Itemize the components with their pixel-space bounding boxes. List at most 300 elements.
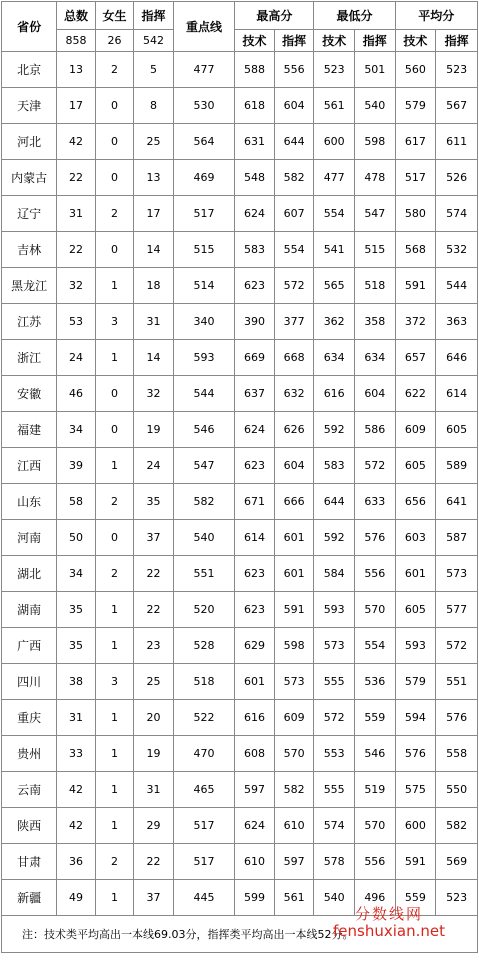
value-cell: 614 bbox=[436, 376, 478, 412]
value-cell: 358 bbox=[355, 304, 396, 340]
value-cell: 598 bbox=[355, 124, 396, 160]
value-cell: 574 bbox=[314, 808, 355, 844]
province-header: 省份 bbox=[2, 2, 57, 52]
value-cell: 39 bbox=[57, 448, 96, 484]
table-row bbox=[2, 160, 478, 196]
table-row bbox=[2, 772, 478, 808]
command-header: 指挥 bbox=[134, 2, 174, 30]
value-cell: 523 bbox=[314, 52, 355, 88]
value-cell: 522 bbox=[173, 700, 234, 736]
value-cell: 523 bbox=[436, 880, 478, 916]
value-cell: 517 bbox=[173, 196, 234, 232]
value-cell: 540 bbox=[355, 88, 396, 124]
value-cell: 554 bbox=[274, 232, 314, 268]
value-cell: 536 bbox=[355, 664, 396, 700]
table-row bbox=[2, 556, 478, 592]
value-cell: 5 bbox=[134, 52, 174, 88]
value-cell: 631 bbox=[235, 124, 275, 160]
value-cell: 577 bbox=[436, 592, 478, 628]
value-cell: 496 bbox=[355, 880, 396, 916]
value-cell: 0 bbox=[95, 124, 134, 160]
value-cell: 31 bbox=[134, 304, 174, 340]
value-cell: 544 bbox=[436, 268, 478, 304]
value-cell: 611 bbox=[436, 124, 478, 160]
value-cell: 568 bbox=[395, 232, 436, 268]
header-row-1 bbox=[2, 2, 478, 30]
value-cell: 340 bbox=[173, 304, 234, 340]
value-cell: 53 bbox=[57, 304, 96, 340]
province-cell: 福建 bbox=[2, 412, 57, 448]
value-cell: 22 bbox=[134, 556, 174, 592]
value-cell: 618 bbox=[235, 88, 275, 124]
watermark-cn: 分数线网 bbox=[354, 905, 423, 923]
value-cell: 570 bbox=[355, 808, 396, 844]
value-cell: 553 bbox=[314, 736, 355, 772]
value-cell: 554 bbox=[314, 196, 355, 232]
value-cell: 561 bbox=[274, 880, 314, 916]
value-cell: 377 bbox=[274, 304, 314, 340]
value-cell: 624 bbox=[235, 808, 275, 844]
value-cell: 573 bbox=[274, 664, 314, 700]
value-cell: 573 bbox=[314, 628, 355, 664]
value-cell: 14 bbox=[134, 340, 174, 376]
value-cell: 470 bbox=[173, 736, 234, 772]
key-line-header: 重点线 bbox=[173, 2, 234, 52]
value-cell: 0 bbox=[95, 412, 134, 448]
value-cell: 594 bbox=[395, 700, 436, 736]
value-cell: 541 bbox=[314, 232, 355, 268]
value-cell: 587 bbox=[436, 520, 478, 556]
value-cell: 551 bbox=[436, 664, 478, 700]
province-cell: 云南 bbox=[2, 772, 57, 808]
value-cell: 559 bbox=[395, 880, 436, 916]
value-cell: 657 bbox=[395, 340, 436, 376]
value-cell: 31 bbox=[134, 772, 174, 808]
value-cell: 13 bbox=[57, 52, 96, 88]
value-cell: 0 bbox=[95, 88, 134, 124]
value-cell: 576 bbox=[436, 700, 478, 736]
value-cell: 477 bbox=[314, 160, 355, 196]
value-cell: 641 bbox=[436, 484, 478, 520]
value-cell: 623 bbox=[235, 268, 275, 304]
value-cell: 362 bbox=[314, 304, 355, 340]
value-cell: 445 bbox=[173, 880, 234, 916]
province-cell: 天津 bbox=[2, 88, 57, 124]
value-cell: 546 bbox=[355, 736, 396, 772]
value-cell: 515 bbox=[355, 232, 396, 268]
value-cell: 624 bbox=[235, 412, 275, 448]
value-cell: 3 bbox=[95, 304, 134, 340]
table-row bbox=[2, 304, 478, 340]
value-cell: 34 bbox=[57, 412, 96, 448]
table-body bbox=[2, 52, 478, 916]
value-cell: 523 bbox=[436, 52, 478, 88]
value-cell: 20 bbox=[134, 700, 174, 736]
value-cell: 565 bbox=[314, 268, 355, 304]
value-cell: 576 bbox=[395, 736, 436, 772]
value-cell: 544 bbox=[173, 376, 234, 412]
value-cell: 540 bbox=[173, 520, 234, 556]
value-cell: 579 bbox=[395, 88, 436, 124]
value-cell: 37 bbox=[134, 880, 174, 916]
value-cell: 58 bbox=[57, 484, 96, 520]
table-row bbox=[2, 808, 478, 844]
value-cell: 14 bbox=[134, 232, 174, 268]
value-cell: 555 bbox=[314, 772, 355, 808]
table-row bbox=[2, 340, 478, 376]
value-cell: 37 bbox=[134, 520, 174, 556]
value-cell: 29 bbox=[134, 808, 174, 844]
female-count: 26 bbox=[95, 30, 134, 52]
table-row bbox=[2, 268, 478, 304]
province-cell: 四川 bbox=[2, 664, 57, 700]
value-cell: 1 bbox=[95, 736, 134, 772]
value-cell: 666 bbox=[274, 484, 314, 520]
value-cell: 517 bbox=[173, 844, 234, 880]
value-cell: 514 bbox=[173, 268, 234, 304]
female-header: 女生 bbox=[95, 2, 134, 30]
value-cell: 582 bbox=[274, 160, 314, 196]
value-cell: 582 bbox=[436, 808, 478, 844]
table-row bbox=[2, 592, 478, 628]
value-cell: 0 bbox=[95, 232, 134, 268]
value-cell: 1 bbox=[95, 700, 134, 736]
table-row bbox=[2, 376, 478, 412]
value-cell: 622 bbox=[395, 376, 436, 412]
value-cell: 35 bbox=[134, 484, 174, 520]
value-cell: 560 bbox=[395, 52, 436, 88]
value-cell: 465 bbox=[173, 772, 234, 808]
value-cell: 623 bbox=[235, 592, 275, 628]
value-cell: 617 bbox=[395, 124, 436, 160]
value-cell: 582 bbox=[274, 772, 314, 808]
value-cell: 656 bbox=[395, 484, 436, 520]
value-cell: 626 bbox=[274, 412, 314, 448]
province-cell: 北京 bbox=[2, 52, 57, 88]
value-cell: 633 bbox=[355, 484, 396, 520]
value-cell: 574 bbox=[436, 196, 478, 232]
value-cell: 609 bbox=[274, 700, 314, 736]
value-cell: 558 bbox=[436, 736, 478, 772]
min-cmd-header: 指挥 bbox=[355, 30, 396, 52]
value-cell: 569 bbox=[436, 844, 478, 880]
value-cell: 17 bbox=[57, 88, 96, 124]
value-cell: 592 bbox=[314, 520, 355, 556]
value-cell: 582 bbox=[173, 484, 234, 520]
value-cell: 547 bbox=[355, 196, 396, 232]
max-score-header: 最高分 bbox=[235, 2, 314, 30]
value-cell: 18 bbox=[134, 268, 174, 304]
value-cell: 556 bbox=[355, 556, 396, 592]
value-cell: 601 bbox=[395, 556, 436, 592]
province-cell: 黑龙江 bbox=[2, 268, 57, 304]
value-cell: 634 bbox=[314, 340, 355, 376]
value-cell: 668 bbox=[274, 340, 314, 376]
value-cell: 634 bbox=[355, 340, 396, 376]
province-cell: 内蒙古 bbox=[2, 160, 57, 196]
value-cell: 623 bbox=[235, 448, 275, 484]
value-cell: 600 bbox=[395, 808, 436, 844]
value-cell: 616 bbox=[235, 700, 275, 736]
value-cell: 624 bbox=[235, 196, 275, 232]
value-cell: 605 bbox=[436, 412, 478, 448]
table-row bbox=[2, 520, 478, 556]
value-cell: 637 bbox=[235, 376, 275, 412]
value-cell: 17 bbox=[134, 196, 174, 232]
value-cell: 32 bbox=[134, 376, 174, 412]
value-cell: 561 bbox=[314, 88, 355, 124]
value-cell: 632 bbox=[274, 376, 314, 412]
min-score-header: 最低分 bbox=[314, 2, 395, 30]
value-cell: 1 bbox=[95, 772, 134, 808]
value-cell: 593 bbox=[395, 628, 436, 664]
value-cell: 556 bbox=[355, 844, 396, 880]
value-cell: 3 bbox=[95, 664, 134, 700]
value-cell: 598 bbox=[274, 628, 314, 664]
value-cell: 570 bbox=[355, 592, 396, 628]
footnote: 注：技术类平均高出一本线69.03分，指挥类平均高出一本线52分。 bbox=[2, 916, 478, 953]
value-cell: 22 bbox=[134, 592, 174, 628]
value-cell: 518 bbox=[173, 664, 234, 700]
province-cell: 吉林 bbox=[2, 232, 57, 268]
value-cell: 1 bbox=[95, 340, 134, 376]
value-cell: 532 bbox=[436, 232, 478, 268]
value-cell: 572 bbox=[314, 700, 355, 736]
value-cell: 469 bbox=[173, 160, 234, 196]
value-cell: 551 bbox=[173, 556, 234, 592]
province-cell: 广西 bbox=[2, 628, 57, 664]
value-cell: 604 bbox=[274, 88, 314, 124]
value-cell: 567 bbox=[436, 88, 478, 124]
total-count: 858 bbox=[57, 30, 96, 52]
value-cell: 518 bbox=[355, 268, 396, 304]
table-row bbox=[2, 124, 478, 160]
province-cell: 新疆 bbox=[2, 880, 57, 916]
value-cell: 2 bbox=[95, 556, 134, 592]
value-cell: 572 bbox=[355, 448, 396, 484]
min-tech-header: 技术 bbox=[314, 30, 355, 52]
value-cell: 629 bbox=[235, 628, 275, 664]
value-cell: 550 bbox=[436, 772, 478, 808]
province-cell: 江西 bbox=[2, 448, 57, 484]
value-cell: 2 bbox=[95, 484, 134, 520]
value-cell: 572 bbox=[436, 628, 478, 664]
value-cell: 22 bbox=[57, 160, 96, 196]
province-cell: 重庆 bbox=[2, 700, 57, 736]
value-cell: 515 bbox=[173, 232, 234, 268]
value-cell: 528 bbox=[173, 628, 234, 664]
value-cell: 24 bbox=[57, 340, 96, 376]
max-cmd-header: 指挥 bbox=[274, 30, 314, 52]
value-cell: 519 bbox=[355, 772, 396, 808]
province-cell: 辽宁 bbox=[2, 196, 57, 232]
value-cell: 589 bbox=[436, 448, 478, 484]
value-cell: 34 bbox=[57, 556, 96, 592]
value-cell: 644 bbox=[274, 124, 314, 160]
province-cell: 江苏 bbox=[2, 304, 57, 340]
value-cell: 46 bbox=[57, 376, 96, 412]
value-cell: 555 bbox=[314, 664, 355, 700]
value-cell: 591 bbox=[274, 592, 314, 628]
province-cell: 河南 bbox=[2, 520, 57, 556]
value-cell: 42 bbox=[57, 124, 96, 160]
avg-score-header: 平均分 bbox=[395, 2, 477, 30]
value-cell: 600 bbox=[314, 124, 355, 160]
header-row-2 bbox=[2, 30, 478, 52]
value-cell: 575 bbox=[395, 772, 436, 808]
value-cell: 35 bbox=[57, 628, 96, 664]
value-cell: 609 bbox=[395, 412, 436, 448]
value-cell: 614 bbox=[235, 520, 275, 556]
province-cell: 陕西 bbox=[2, 808, 57, 844]
value-cell: 478 bbox=[355, 160, 396, 196]
value-cell: 559 bbox=[355, 700, 396, 736]
value-cell: 31 bbox=[57, 196, 96, 232]
value-cell: 363 bbox=[436, 304, 478, 340]
value-cell: 579 bbox=[395, 664, 436, 700]
value-cell: 601 bbox=[274, 556, 314, 592]
value-cell: 564 bbox=[173, 124, 234, 160]
value-cell: 517 bbox=[173, 808, 234, 844]
value-cell: 583 bbox=[235, 232, 275, 268]
value-cell: 540 bbox=[314, 880, 355, 916]
value-cell: 0 bbox=[95, 160, 134, 196]
value-cell: 38 bbox=[57, 664, 96, 700]
command-count: 542 bbox=[134, 30, 174, 52]
value-cell: 0 bbox=[95, 520, 134, 556]
value-cell: 50 bbox=[57, 520, 96, 556]
value-cell: 372 bbox=[395, 304, 436, 340]
province-cell: 湖南 bbox=[2, 592, 57, 628]
table-row bbox=[2, 196, 478, 232]
value-cell: 1 bbox=[95, 880, 134, 916]
value-cell: 8 bbox=[134, 88, 174, 124]
value-cell: 33 bbox=[57, 736, 96, 772]
watermark-url: fenshuxian.net bbox=[333, 921, 445, 940]
value-cell: 605 bbox=[395, 592, 436, 628]
table-row bbox=[2, 484, 478, 520]
avg-cmd-header: 指挥 bbox=[436, 30, 478, 52]
province-cell: 甘肃 bbox=[2, 844, 57, 880]
value-cell: 2 bbox=[95, 52, 134, 88]
value-cell: 591 bbox=[395, 268, 436, 304]
value-cell: 646 bbox=[436, 340, 478, 376]
value-cell: 24 bbox=[134, 448, 174, 484]
value-cell: 36 bbox=[57, 844, 96, 880]
value-cell: 601 bbox=[274, 520, 314, 556]
value-cell: 526 bbox=[436, 160, 478, 196]
value-cell: 593 bbox=[173, 340, 234, 376]
value-cell: 13 bbox=[134, 160, 174, 196]
value-cell: 573 bbox=[436, 556, 478, 592]
table-row bbox=[2, 664, 478, 700]
value-cell: 588 bbox=[235, 52, 275, 88]
value-cell: 31 bbox=[57, 700, 96, 736]
value-cell: 576 bbox=[355, 520, 396, 556]
value-cell: 623 bbox=[235, 556, 275, 592]
value-cell: 610 bbox=[235, 844, 275, 880]
value-cell: 583 bbox=[314, 448, 355, 484]
value-cell: 19 bbox=[134, 412, 174, 448]
province-cell: 浙江 bbox=[2, 340, 57, 376]
value-cell: 671 bbox=[235, 484, 275, 520]
max-tech-header: 技术 bbox=[235, 30, 275, 52]
value-cell: 2 bbox=[95, 844, 134, 880]
value-cell: 593 bbox=[314, 592, 355, 628]
value-cell: 597 bbox=[274, 844, 314, 880]
value-cell: 604 bbox=[355, 376, 396, 412]
table-row bbox=[2, 736, 478, 772]
value-cell: 599 bbox=[235, 880, 275, 916]
value-cell: 605 bbox=[395, 448, 436, 484]
table-row bbox=[2, 412, 478, 448]
province-cell: 山东 bbox=[2, 484, 57, 520]
value-cell: 610 bbox=[274, 808, 314, 844]
value-cell: 591 bbox=[395, 844, 436, 880]
value-cell: 477 bbox=[173, 52, 234, 88]
province-cell: 贵州 bbox=[2, 736, 57, 772]
value-cell: 616 bbox=[314, 376, 355, 412]
value-cell: 23 bbox=[134, 628, 174, 664]
value-cell: 42 bbox=[57, 808, 96, 844]
table-row bbox=[2, 628, 478, 664]
value-cell: 1 bbox=[95, 628, 134, 664]
value-cell: 604 bbox=[274, 448, 314, 484]
value-cell: 554 bbox=[355, 628, 396, 664]
value-cell: 49 bbox=[57, 880, 96, 916]
value-cell: 597 bbox=[235, 772, 275, 808]
value-cell: 592 bbox=[314, 412, 355, 448]
value-cell: 578 bbox=[314, 844, 355, 880]
value-cell: 520 bbox=[173, 592, 234, 628]
value-cell: 644 bbox=[314, 484, 355, 520]
value-cell: 42 bbox=[57, 772, 96, 808]
value-cell: 517 bbox=[395, 160, 436, 196]
value-cell: 25 bbox=[134, 124, 174, 160]
value-cell: 580 bbox=[395, 196, 436, 232]
province-cell: 安徽 bbox=[2, 376, 57, 412]
value-cell: 607 bbox=[274, 196, 314, 232]
value-cell: 25 bbox=[134, 664, 174, 700]
province-cell: 湖北 bbox=[2, 556, 57, 592]
value-cell: 584 bbox=[314, 556, 355, 592]
table-row bbox=[2, 52, 478, 88]
value-cell: 1 bbox=[95, 268, 134, 304]
total-header: 总数 bbox=[57, 2, 96, 30]
table-row bbox=[2, 448, 478, 484]
value-cell: 601 bbox=[235, 664, 275, 700]
value-cell: 546 bbox=[173, 412, 234, 448]
value-cell: 1 bbox=[95, 448, 134, 484]
province-cell: 河北 bbox=[2, 124, 57, 160]
value-cell: 669 bbox=[235, 340, 275, 376]
value-cell: 22 bbox=[134, 844, 174, 880]
watermark bbox=[333, 906, 445, 939]
value-cell: 547 bbox=[173, 448, 234, 484]
value-cell: 572 bbox=[274, 268, 314, 304]
value-cell: 603 bbox=[395, 520, 436, 556]
value-cell: 22 bbox=[57, 232, 96, 268]
value-cell: 608 bbox=[235, 736, 275, 772]
value-cell: 1 bbox=[95, 808, 134, 844]
value-cell: 1 bbox=[95, 592, 134, 628]
avg-tech-header: 技术 bbox=[395, 30, 436, 52]
value-cell: 548 bbox=[235, 160, 275, 196]
table-row bbox=[2, 844, 478, 880]
value-cell: 0 bbox=[95, 376, 134, 412]
value-cell: 19 bbox=[134, 736, 174, 772]
value-cell: 2 bbox=[95, 196, 134, 232]
